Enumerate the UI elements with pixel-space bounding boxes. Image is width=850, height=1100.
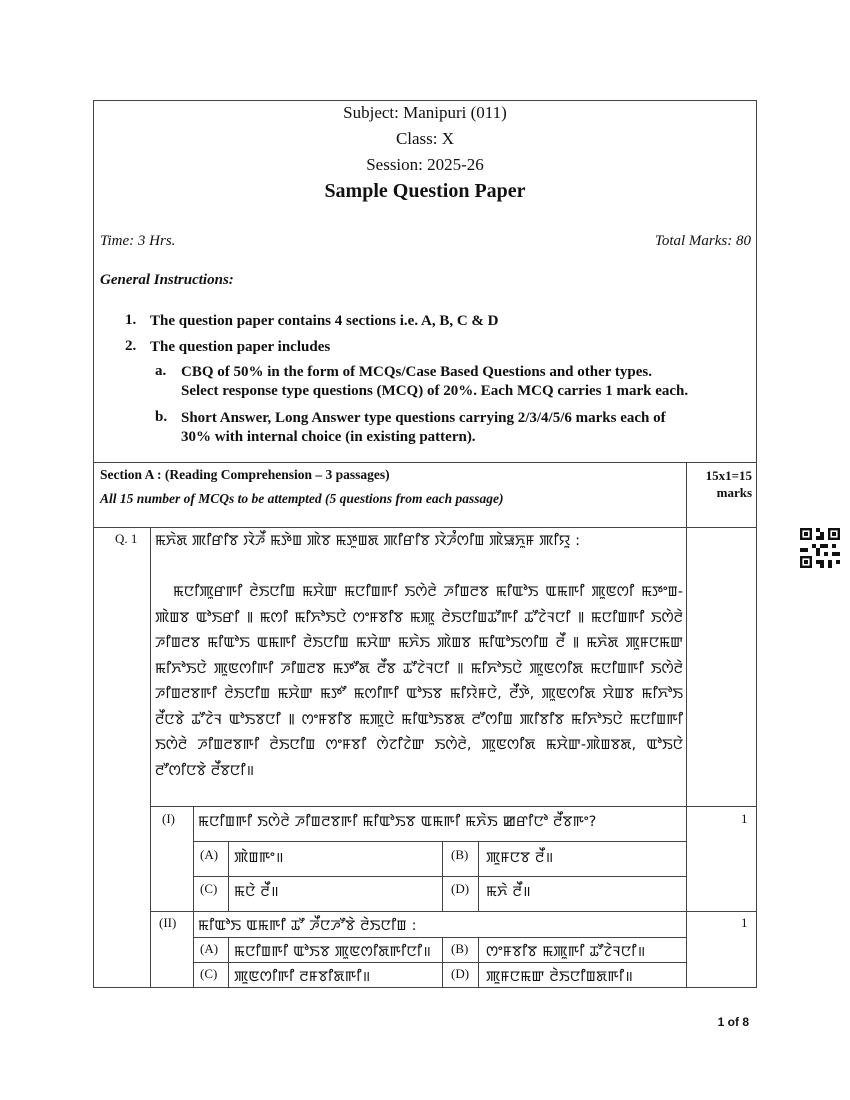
sub-instruction-line: CBQ of 50% in the form of MCQs/Case Based Questions and other types. xyxy=(181,364,652,380)
option-text[interactable]: ꯄꯥꯡꯒꯦ॥ xyxy=(234,850,284,866)
sub-question-text: ꯃꯤꯑꯣꯏ ꯑꯃꯒꯤ ꯊꯧ ꯍꯩꯅꯍꯧꯕꯥ ꯂꯥꯏꯅꯤꯡ : xyxy=(198,918,417,934)
instruction-number: 2. xyxy=(125,338,137,354)
option-text[interactable]: ꯄꯨꯟꯁꯤꯒꯤ ꯂꯝꯕꯤꯗꯒꯤ॥ xyxy=(234,969,371,985)
option-label: (B) xyxy=(451,941,469,956)
section-title: Section A : (Reading Comprehension – 3 passages) xyxy=(100,467,390,482)
sub-question-number: (I) xyxy=(162,811,175,826)
sub-instruction-number: b. xyxy=(155,409,168,425)
section-marks-line: marks xyxy=(716,485,752,500)
sub-question-text: ꯃꯅꯤꯡꯒꯤ ꯏꯁꯥꯂꯥ ꯍꯤꯡꯂꯕꯒꯤ ꯃꯤꯑꯣꯏꯕ ꯑꯃꯒꯤ ꯃꯈꯥꯏ ꯀꯔꯤꯅꯣ ꯂꯩꯕꯒꯦ? xyxy=(198,814,597,830)
divider xyxy=(193,841,687,842)
divider xyxy=(686,462,687,527)
option-label: (D) xyxy=(451,881,470,896)
divider xyxy=(193,876,687,877)
page-title: Sample Question Paper xyxy=(324,180,526,202)
divider xyxy=(193,962,687,963)
divider xyxy=(228,937,229,988)
section-note: All 15 number of MCQs to be attempted (5 questions from each passage) xyxy=(100,491,504,506)
question-number: Q. 1 xyxy=(115,531,138,546)
reading-passage: ꯃꯅꯤꯄꯨꯔꯒꯤ ꯂꯥꯏꯅꯤꯡ ꯃꯆꯥꯛ ꯃꯅꯤꯡꯒꯤ ꯏꯁꯥꯂꯥ ꯍꯤꯡꯂꯕ ꯃꯤꯑꯣꯏ ꯑꯃꯒꯤ ꯄꯨꯟꯁꯤ ꯃꯇꯦꯡ-ꯄꯥꯡꯕ ꯑꯣꯏꯔꯤ ꯫ ꯃꯁꯤ ꯃꯤꯈꯣꯏꯅꯥ ꯁꯦꯝꯕꯤꯕ ꯃꯄꯨ ꯂꯥꯏꯅꯤꯡꯊꯧꯒꯤ ꯊꯧꯖꯥꯜꯅꯤ ꯫ ꯃꯅꯤꯡꯒꯤ ꯏꯁꯥꯂꯥ ꯍꯤꯡꯂꯕ ꯃꯤꯑꯣꯏ ꯑꯃꯒꯤ ꯂꯥꯏꯅꯤꯡ ꯃꯆꯥꯛ ꯃꯈꯥꯏ ꯄꯥꯡꯕ ꯃꯤꯑꯣꯏꯁꯤꯡ ꯂꯩ ꯫ ꯃꯈꯥꯗ ꯄꯨꯝꯅꯃꯛ ꯃꯤꯈꯣꯏꯅꯥ ꯄꯨꯟꯁꯤꯒꯤ ꯍꯤꯡꯂꯕ ꯃꯇꯧꯗ ꯂꯩꯕ ꯊꯧꯖꯥꯜꯅꯤ ꯫ ꯃꯤꯈꯣꯏꯅꯥ ꯄꯨꯟꯁꯤꯗ ꯃꯅꯤꯡꯒꯤ ꯏꯁꯥꯂꯥ ꯍꯤꯡꯂꯕꯒꯤ ꯂꯥꯏꯅꯤꯡ ꯃꯆꯥꯛ ꯃꯇꯧ ꯃꯁꯤꯒꯤ ꯑꯣꯏꯕ ꯃꯤꯌꯥꯝꯅꯥ, ꯂꯩꯇꯥ, ꯄꯨꯟꯁꯤꯗ ꯆꯥꯡꯕ ꯃꯤꯈꯣꯏ ꯂꯩꯅꯕꯥ ꯊꯧꯖꯥꯜ ꯑꯣꯏꯕꯅꯤ ꯫ ꯁꯦꯝꯕꯤꯕ ꯃꯄꯨꯅꯥ ꯃꯤꯑꯣꯏꯕꯗ ꯂꯧꯁꯤꯡ ꯄꯤꯕꯤꯕ ꯃꯤꯈꯣꯏꯅꯥ ꯃꯅꯤꯡꯒꯤ ꯏꯁꯥꯂꯥ ꯍꯤꯡꯂꯕꯒꯤ ꯂꯥꯏꯅꯤꯡ ꯁꯦꯝꯕꯤ ꯁꯥꯖꯤꯖꯥꯛ ꯏꯁꯥꯂꯥ, ꯄꯨꯟꯁꯤꯗ ꯃꯆꯥꯛ-ꯄꯥꯡꯕꯗ, ꯑꯣꯏꯅꯥ ꯂꯧꯁꯤꯅꯕꯥ ꯂꯩꯕꯅꯤ॥ xyxy=(155,584,683,779)
divider xyxy=(150,527,151,988)
page-number: 1 of 8 xyxy=(717,1015,749,1029)
question-mark: 1 xyxy=(741,915,748,930)
option-label: (A) xyxy=(200,847,219,862)
divider xyxy=(686,527,687,988)
option-label: (D) xyxy=(451,966,470,981)
total-marks-label: Total Marks: 80 xyxy=(654,233,751,249)
divider xyxy=(478,937,479,988)
sub-instruction-line: Select response type questions (MCQ) of 20%. Each MCQ carries 1 mark each. xyxy=(181,383,689,399)
option-text[interactable]: ꯁꯦꯝꯕꯤꯕ ꯃꯄꯨꯒꯤ ꯊꯧꯖꯥꯜꯅꯤ॥ xyxy=(486,944,646,960)
instructions-heading: General Instructions: xyxy=(100,272,234,288)
divider xyxy=(150,911,757,912)
sub-instruction-number: a. xyxy=(155,363,167,379)
class-line: Class: X xyxy=(395,129,455,148)
sub-instruction-line: Short Answer, Long Answer type questions carrying 2/3/4/5/6 marks each of xyxy=(181,410,666,426)
divider xyxy=(150,806,757,807)
time-label: Time: 3 Hrs. xyxy=(100,233,176,249)
session-line: Session: 2025-26 xyxy=(366,155,484,174)
sub-instruction-line: 30% with internal choice (in existing pattern). xyxy=(181,429,476,445)
subject-line: Subject: Manipuri (011) xyxy=(343,103,507,122)
divider xyxy=(93,527,757,528)
divider xyxy=(93,462,757,463)
divider xyxy=(228,841,229,911)
option-text[interactable]: ꯃꯈꯥ ꯂꯩ॥ xyxy=(486,884,531,900)
instruction-number: 1. xyxy=(125,312,137,328)
divider xyxy=(478,841,479,911)
section-marks-line: 15x1=15 xyxy=(705,468,752,483)
qr-code-icon xyxy=(800,528,840,568)
divider xyxy=(193,937,687,938)
option-label: (B) xyxy=(451,847,469,862)
option-text[interactable]: ꯄꯨꯝꯅꯃꯛ ꯂꯥꯏꯅꯤꯡꯗꯒꯤ॥ xyxy=(486,969,634,985)
option-label: (A) xyxy=(200,941,219,956)
option-text[interactable]: ꯄꯨꯝꯅꯕ ꯂꯩ॥ xyxy=(486,850,554,866)
question-mark: 1 xyxy=(741,811,748,826)
option-text[interactable]: ꯃꯅꯥ ꯂꯩ॥ xyxy=(234,884,279,900)
option-text[interactable]: ꯃꯅꯤꯡꯒꯤ ꯑꯣꯏꯕ ꯄꯨꯟꯁꯤꯗꯒꯤꯅꯤ॥ xyxy=(234,944,432,960)
section-marks xyxy=(688,467,752,501)
divider xyxy=(442,841,443,911)
instruction-item: The question paper includes xyxy=(150,339,331,355)
sub-question-number: (II) xyxy=(159,915,177,930)
question-prompt: ꯃꯈꯥꯗ ꯄꯤꯔꯤꯕ ꯋꯥꯍꯩ ꯃꯇꯥꯡ ꯄꯥꯕ ꯃꯇꯨꯡꯗ ꯄꯤꯔꯤꯕ ꯋꯥꯍꯪꯁꯤꯡ ꯄꯥꯎꯈꯨꯝ ꯄꯤꯌꯨ : xyxy=(155,533,581,549)
divider xyxy=(193,806,194,988)
instruction-item: The question paper contains 4 sections i.e. A, B, C & D xyxy=(150,313,499,329)
divider xyxy=(442,937,443,988)
option-label: (C) xyxy=(200,966,218,981)
option-label: (C) xyxy=(200,881,218,896)
